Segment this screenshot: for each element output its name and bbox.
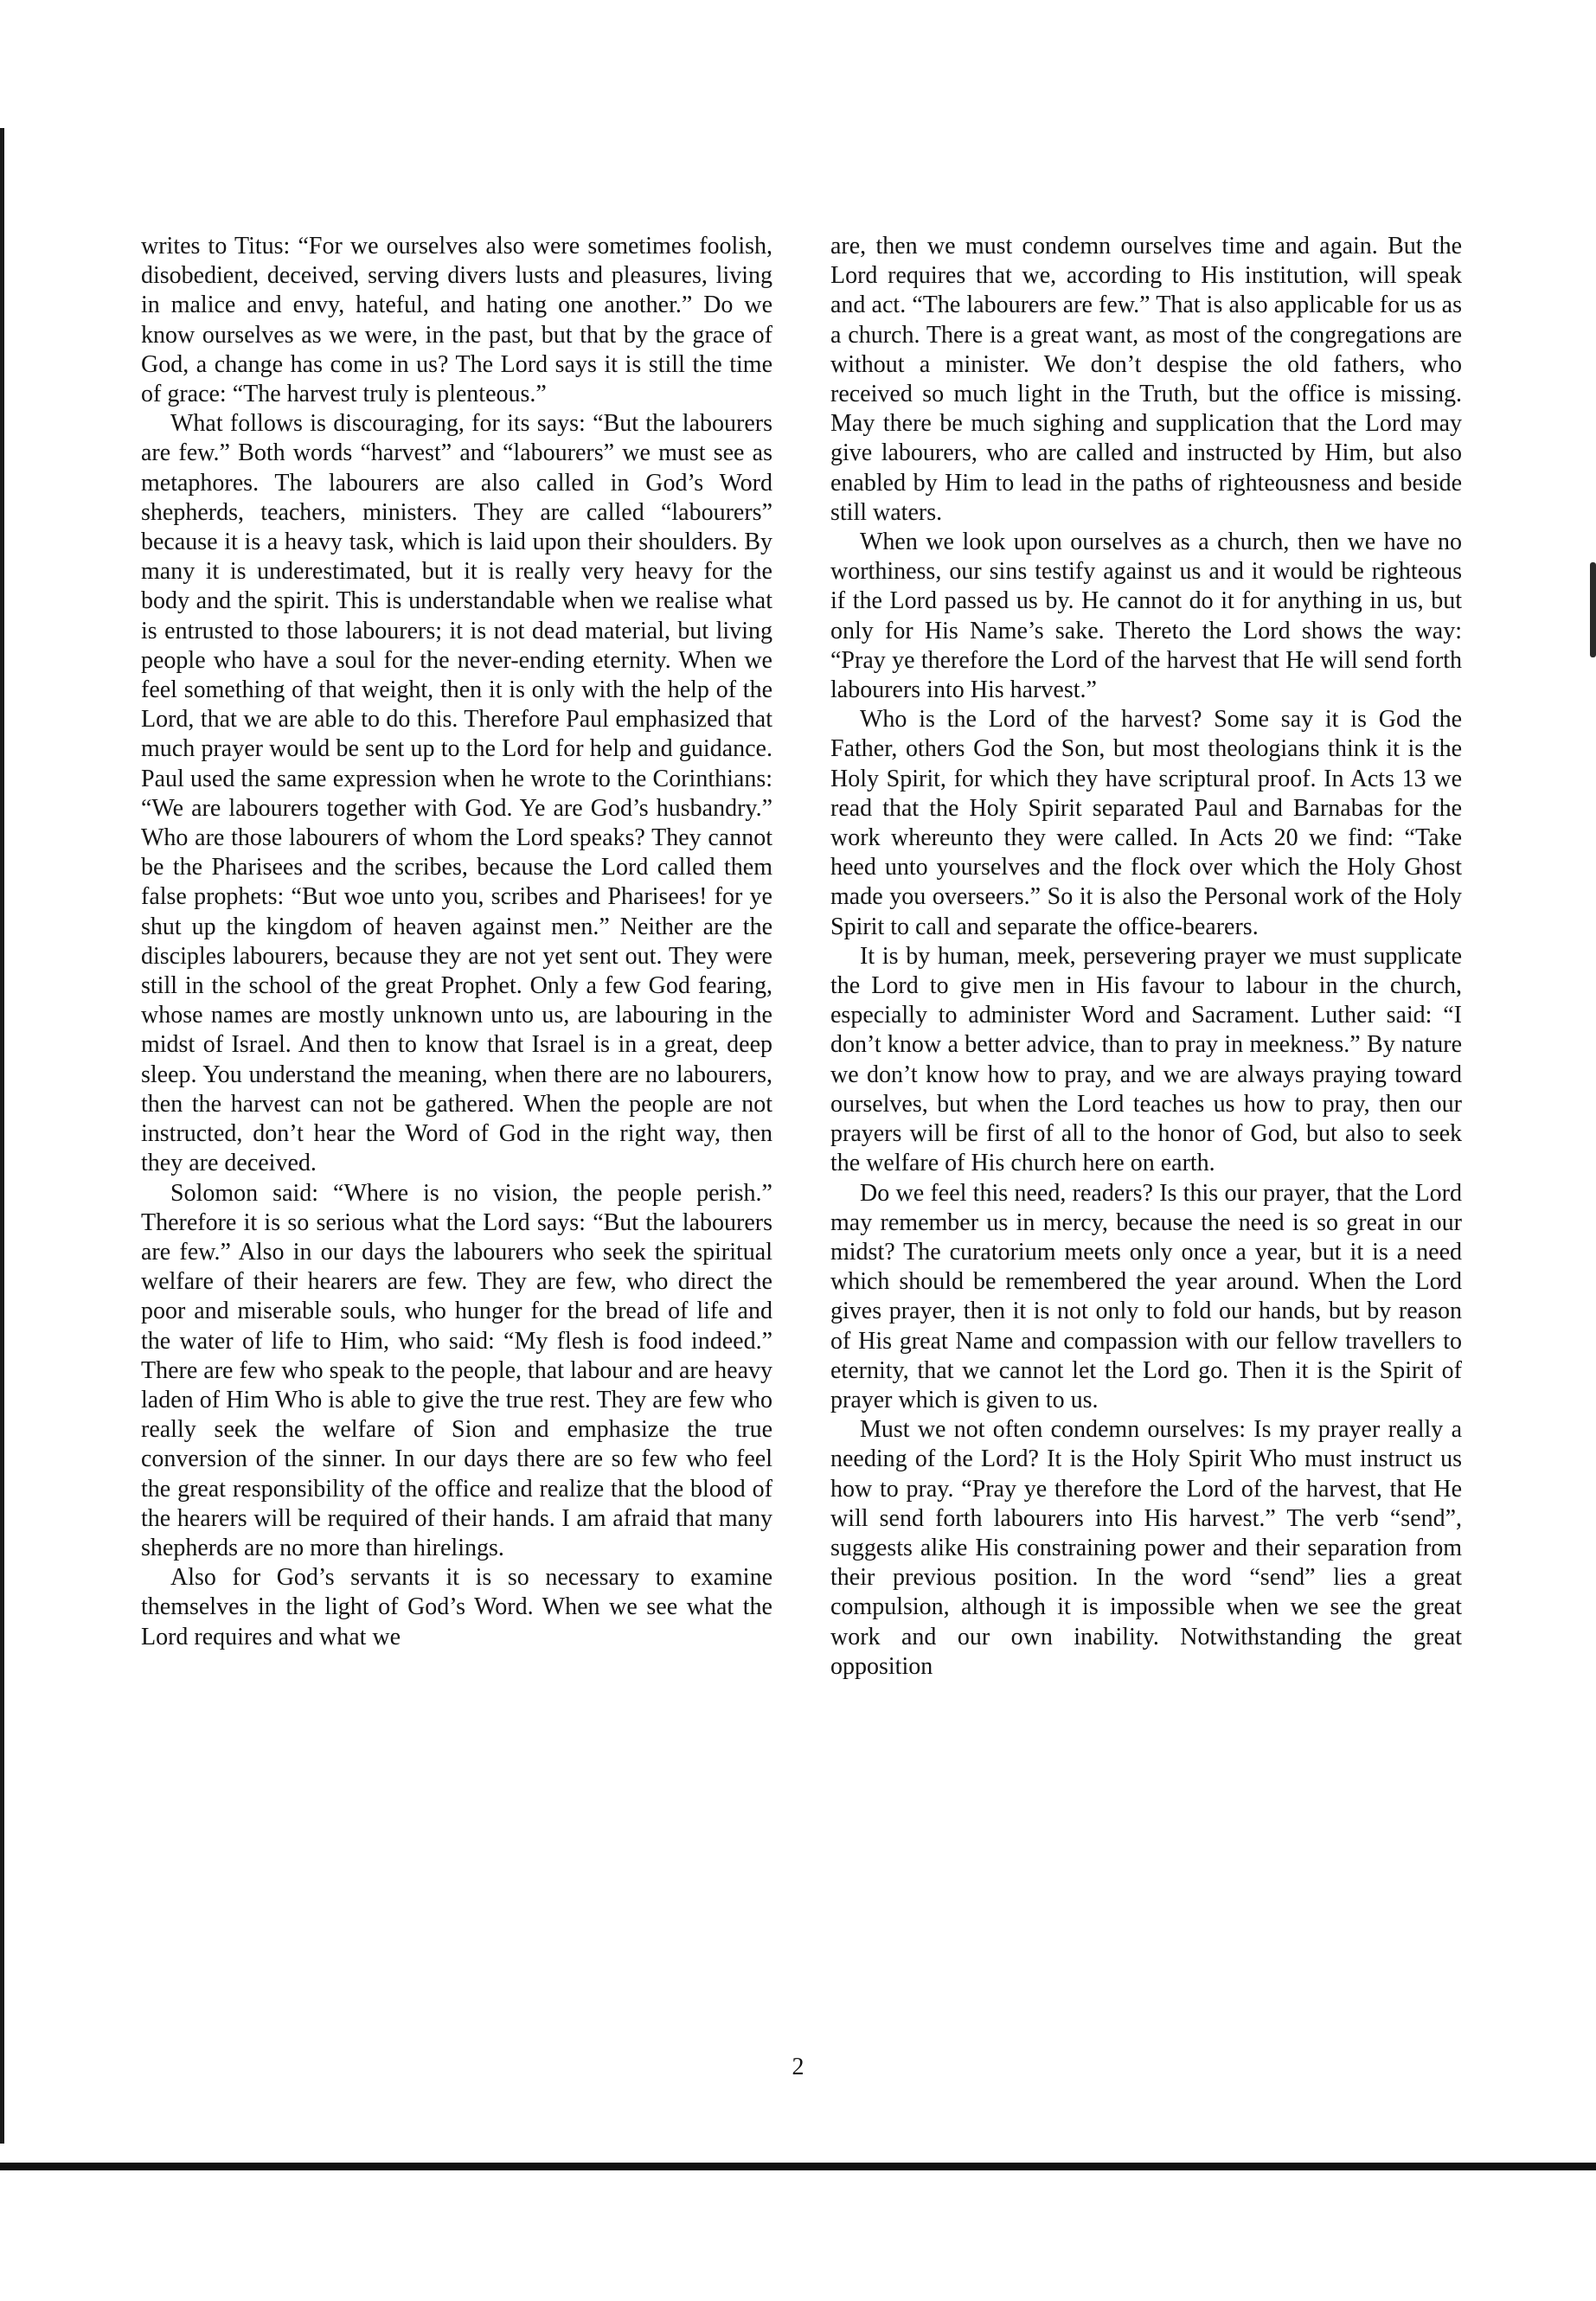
scan-bottom-border [0,2163,1596,2170]
page-number: 2 [792,2054,804,2080]
right-paragraph-4: It is by human, meek, persevering prayer we must supplicate the Lord to give men in His favour to labour in the church, especially to administer Word and Sacrament. Luther said: “I don’t know a better advice, than to pray in meekness.” By nature we don’t know how to pray, and we are always praying toward ourselves, but when the Lord teaches us how to pray, then our prayers will be first of all to the honor of God, but also to seek the welfare of His church here on earth. [830,942,1462,1177]
left-paragraph-1: writes to Titus: “For we ourselves also were sometimes foolish, disobedient, deceived, serving divers lusts and pleasures, living in malice and envy, hateful, and hating one another.” Do we know ourselves as we were, in the past, but that by the grace of God, a change has come in us? The Lord says it is still the time of grace: “The harvest truly is plenteous.” [141,233,772,408]
left-paragraph-3: Solomon said: “Where is no vision, the people perish.” Therefore it is so serious what the Lord says: “But the labourers are few.” Also in our days the labourers who seek the spiritual welfare of their hearers are few. They are few, who direct the poor and miserable souls, who hunger for the bread of life and the water of life to Him, who said: “My flesh is food indeed.” There are few who speak to the people, that labour and are heavy laden of Him Who is able to give the true rest. They are few who really seek the welfare of Sion and emphasize the true conversion of the sinner. In our days there are so few who feel the great responsibility of the office and realize that the blood of the hearers will be required of their hands. I am afraid that many shepherds are no more than hirelings. [141,1179,773,1561]
right-paragraph-5: Do we feel this need, readers? Is this our prayer, that the Lord may remember us in mercy, because the need is so great in our midst? The curatorium meets only once a year, but it is a need which should be remembered the year around. When the Lord gives prayer, then it is not only to fold our hands, but by reason of His great Name and compassion with our fellow travellers to eternity, that we cannot let the Lord go. Then it is the Spirit of prayer which is given to us. [830,1179,1462,1413]
right-paragraph-1: are, then we must condemn ourselves time and again. But the Lord requires that we, according to His institution, will speak and act. “The labourers are few.” That is also applicable for us as a church. There is a great want, as most of the congregations are without a minister. We don’t despise the old fathers, who received so much light in the Truth, but the office is missing. May there be much sighing and supplication that the Lord may give labourers, who are called and instructed by Him, but also enabled by Him to lead in the paths of righteousness and beside still waters. [830,233,1462,526]
left-paragraph-4: Also for God’s servants it is so necessary to examine themselves in the light of God’s Word. When we see what the Lord requires and what we [141,1564,772,1650]
left-column [141,232,772,1652]
right-paragraph-6: Must we not often condemn ourselves: Is my prayer really a needing of the Lord? It is the Holy Spirit Who must instruct us how to pray. “Pray ye therefore the Lord of the harvest, that He will send forth labourers into His harvest.” The verb “send”, suggests alike His constraining power and their separation from their previous position. In the word “send” lies a great compulsion, although it is impossible when we see the great work and our own inability. Notwithstanding the great opposition [830,1416,1462,1680]
right-paragraph-2: When we look upon ourselves as a church, then we have no worthiness, our sins testify against us and it would be righteous if the Lord passed us by. He cannot do it for anything in us, but only for His Name’s sake. Thereto the Lord shows the way: “Pray ye therefore the Lord of the harvest that He will send forth labourers into His harvest.” [830,529,1462,704]
scan-edge-mark [1590,562,1596,657]
left-paragraph-2: What follows is discouraging, for its says: “But the labourers are few.” Both words “harvest” and “labourers” we must see as metaphores. The labourers are also called in God’s Word shepherds, teachers, ministers. They are called “labourers” because it is a heavy task, which is laid upon their shoulders. By many it is underestimated, but it is really very heavy for the body and the spirit. This is understandable when we realise what is entrusted to those labourers; it is not dead material, but living people who have a soul for the never-ending eternity. When we feel something of that weight, then it is only with the help of the Lord, that we are able to do this. Therefore Paul emphasized that much prayer would be sent up to the Lord for help and guidance. Paul used the same expression when he wrote to the Corinthians: “We are labourers together with God. Ye are God’s husbandry.” Who are those labourers of whom the Lord speaks? They cannot be the Pharisees and the scribes, because the Lord called them false prophets: “But woe unto you, scribes and Pharisees! for ye shut up the kingdom of heaven against men.” Neither are the disciples labourers, because they are not yet sent out. They were still in the school of the great Prophet. Only a few God fearing, whose names are mostly unknown unto us, are labouring in the midst of Israel. And then to know that Israel is in a great, deep sleep. You understand the meaning, when there are no labourers, then the harvest can not be gathered. When the people are not instructed, don’t hear the Word of God in the right way, then they are deceived. [141,410,772,1177]
right-column [830,232,1462,1682]
scan-left-border [0,128,4,2144]
right-paragraph-3: Who is the Lord of the harvest? Some say it is God the Father, others God the Son, but most theologians think it is the Holy Spirit, for which they have scriptural proof. In Acts 13 we read that the Holy Spirit separated Paul and Barnabas for the work whereunto they were called. In Acts 20 we find: “Take heed unto yourselves and the flock over which the Holy Ghost made you overseers.” So it is also the Personal work of the Holy Spirit to call and separate the office-bearers. [830,706,1462,940]
